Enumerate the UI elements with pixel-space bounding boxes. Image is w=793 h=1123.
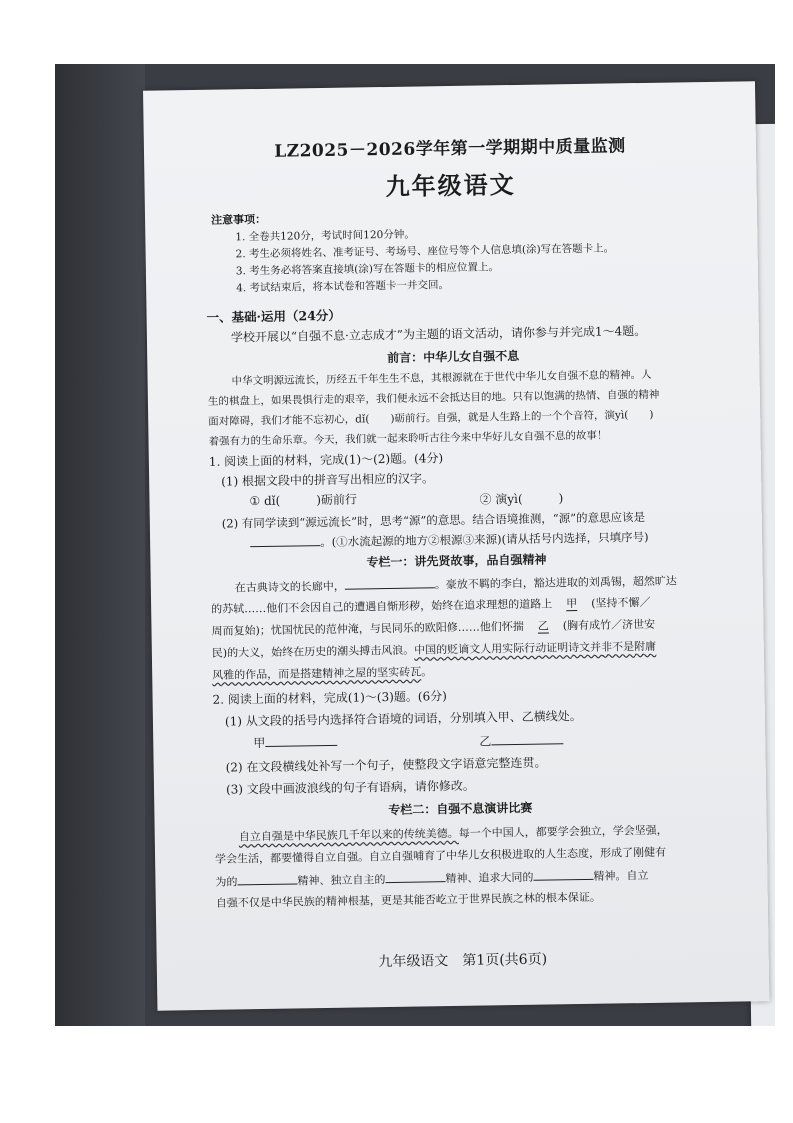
q2-jia (253, 732, 337, 753)
column1-line (212, 662, 432, 685)
notice-item: 3. 考生务必将答案直接填(涂)写在答题卡的相应位置上。 (235, 261, 500, 278)
column1-heading: 专栏一：讲先贤故事，品自强精神 (366, 552, 547, 570)
q2-sub1: (1) 从文段的括号内选择符合语境的词语，分别填入甲、乙横线处。 (224, 708, 582, 729)
answer-blank[interactable] (491, 730, 563, 745)
blank-jia[interactable]: 甲 (566, 597, 578, 611)
column2-line: 学会生活，都要懂得自立自强。自立自强哺育了中华儿女积极进取的人生态度，形成了刚健有 (215, 845, 667, 866)
subject-title: 九年级语文 (385, 169, 516, 202)
column1-text: 在古典诗文的长廊中， (234, 579, 345, 595)
q1-sub2: (2) 有同学读到“源远流长”时，思考“源”的意思。结合语境推测，“源”的意思应该是 (221, 509, 646, 531)
preface-line: 面对障碍，我们才能不忘初心，dǐ( )砺前行。自强，就是人生路上的一个个音符，演yì( ) (208, 408, 654, 428)
notice-item: 1. 全卷共120分，考试时间120分钟。 (235, 228, 415, 244)
answer-blank[interactable] (385, 868, 445, 883)
column2-text: 为的 (215, 875, 238, 889)
column2-text: 精神、独立自主的 (297, 873, 386, 888)
answer-blank[interactable] (265, 732, 337, 747)
column1-text: 。 (421, 665, 433, 679)
column2-line: 自强不仅是中华民族的精神根基，更是其能否屹立于世界民族之林的根本保证。 (215, 890, 601, 910)
column1-text: 周而复始)；忧国忧民的范仲淹，与民同乐的欧阳修……他们怀揣 (211, 619, 524, 638)
preface-line: 生的棋盘上，如果畏惧行走的艰辛，我们便永远不会抵达目的地。只有以饱满的热情、自强的精神 (207, 388, 660, 408)
section-heading: 一、基础·运用（24分） (206, 307, 341, 325)
column1-text: (坚持不懈／ (591, 595, 651, 610)
preface-heading: 前言：中华儿女自强不息 (387, 348, 520, 366)
answer-blank[interactable] (533, 866, 593, 881)
q2-sub2: (2) 在文段横线处补写一个句子，使整段文字语意完整连贯。 (225, 755, 547, 775)
column1-text: 。豪放不羁的李白，豁达进取的刘禹锡，超然旷达 (434, 574, 677, 592)
blank-yi[interactable]: 乙 (537, 619, 549, 633)
column2-text: 每一个中国人，都要学会独立，学会坚强， (458, 823, 668, 840)
label-jia: 甲 (253, 735, 266, 751)
answer-blank[interactable] (237, 870, 297, 885)
notice-heading: 注意事项： (210, 212, 267, 227)
wavy-sentence: 自立自强是中华民族几千年以来的传统美德。 (238, 826, 459, 844)
column2-text: 精神、追求大同的 (445, 870, 534, 886)
q1-item-b: ② 演yì( ) (479, 491, 564, 507)
column1-text: 民)的大义，始终在历史的潮头搏击风浪。 (211, 643, 415, 660)
q1-stem: 1. 阅读上面的材料，完成(1)～(2)题。(4分) (208, 451, 444, 469)
desk-shadow (55, 64, 145, 1026)
q2-stem: 2. 阅读上面的材料，完成(1)～(3)题。(6分) (212, 689, 447, 707)
notice-item: 4. 考试结束后，将本试卷和答题卡一并交回。 (236, 279, 450, 295)
preface-line: 着强有力的生命乐章。今天，我们就一起来聆听古往今来中华好儿女自强不息的故事！ (208, 429, 608, 448)
exam-paper (143, 81, 769, 1010)
q2-yi (479, 730, 563, 751)
page-footer: 九年级语文 第1页(共6页) (378, 951, 548, 971)
column1-text: 的苏轼……他们不会因自己的遭遇自惭形秽，始终在追求理想的道路上 (211, 597, 553, 616)
answer-blank[interactable] (345, 574, 435, 589)
notice-item: 2. 考生必须将姓名、准考证号、考场号、座位号等个人信息填(涂)写在答题卡上。 (235, 242, 615, 261)
preface-line: 中华文明源远流长，历经五千年生生不息，其根源就在于世代中华儿女自强不息的精神。人 (231, 368, 652, 388)
photo-background (55, 64, 775, 1026)
column1-line (212, 637, 657, 664)
q2-sub3: (3) 文段中画波浪线的句子有语病，请你修改。 (225, 778, 475, 797)
exam-title: LZ2025－2026学年第一学期期中质量监测 (274, 136, 626, 162)
label-yi: 乙 (479, 734, 492, 749)
column2-heading: 专栏二：自强不息演讲比赛 (388, 800, 533, 818)
wavy-sentence: 中国的贬谪文人用实际行动证明诗文并非不是附庸 (414, 639, 657, 657)
column2-text: 精神。自立 (593, 868, 649, 883)
q1-item-a: ① dǐ( )砺前行 (249, 492, 358, 509)
answer-blank[interactable] (250, 532, 320, 547)
column1-text: (胸有成竹／济世安 (562, 617, 656, 633)
q1-sub2-options: 。(①水流起源的地方②根源③来源)(请从括号内选择，只填序号) (320, 529, 649, 550)
q1-sub1: (1) 根据文段中的拼音写出相应的汉字。 (221, 471, 435, 489)
wavy-sentence: 风雅的作品，而是搭建精神之屋的坚实砖瓦 (212, 665, 422, 682)
section-intro: 学校开展以“自强不息·立志成才”为主题的语文活动，请你参与并完成1～4题。 (230, 323, 647, 345)
